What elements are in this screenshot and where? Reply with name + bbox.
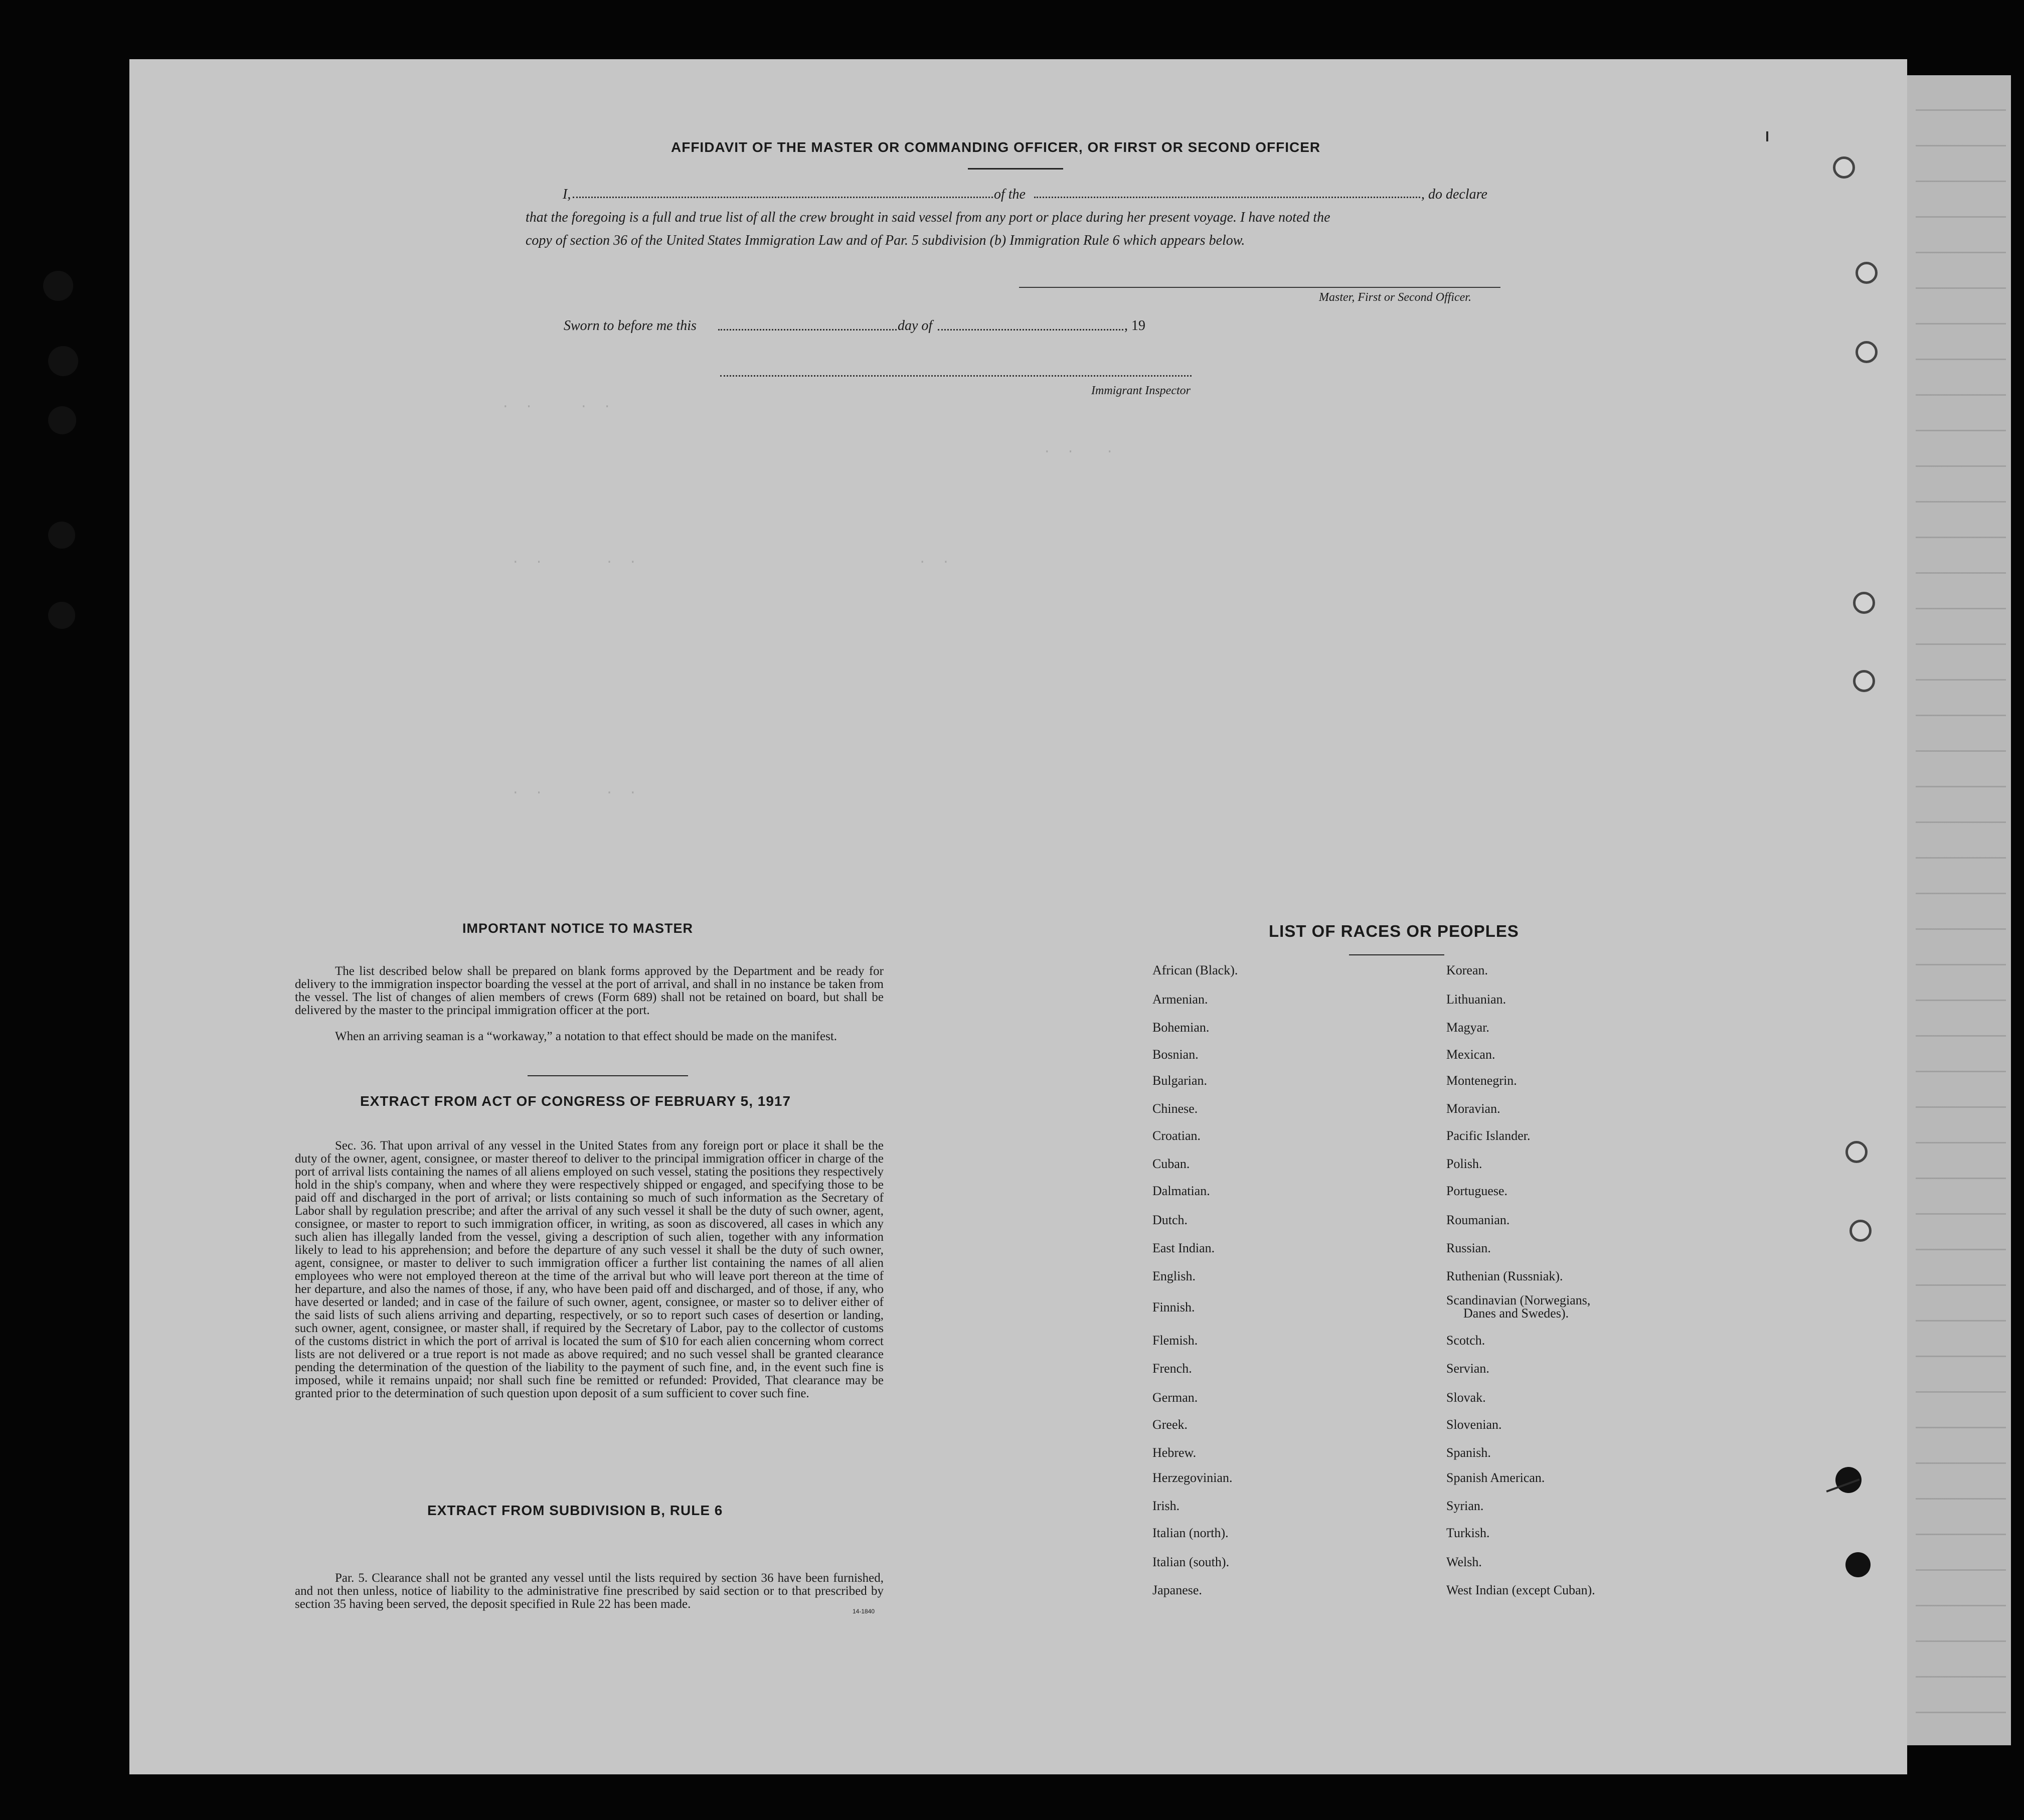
race-item: Bulgarian. — [1152, 1073, 1208, 1088]
affidavit-line1-start: I, — [563, 187, 571, 202]
race-item: Portuguese. — [1446, 1184, 1508, 1198]
race-item: Turkish. — [1446, 1526, 1490, 1540]
punch-hole — [1833, 156, 1855, 179]
race-item: Herzegovinian. — [1152, 1470, 1233, 1485]
race-item: German. — [1152, 1390, 1198, 1405]
race-item: Flemish. — [1152, 1333, 1198, 1348]
signature-caption: Master, First or Second Officer. — [1319, 291, 1471, 304]
race-item: African (Black). — [1152, 963, 1238, 977]
race-item: Lithuanian. — [1446, 992, 1506, 1007]
race-item: Spanish American. — [1446, 1470, 1545, 1485]
notice-paragraph-2: When an arriving seaman is a “workaway,” a notation to that effect should be made on the manifest. — [335, 1030, 837, 1043]
form-page — [129, 59, 1907, 1774]
year-prefix: , 19 — [1124, 318, 1145, 334]
month-blank[interactable] — [938, 329, 1123, 330]
race-item: Armenian. — [1152, 992, 1208, 1007]
race-item: Scotch. — [1446, 1333, 1485, 1348]
bleed-through-dots: . . . — [1043, 441, 1114, 456]
race-item: Magyar. — [1446, 1020, 1489, 1035]
punch-hole — [1853, 592, 1875, 614]
day-of-text: day of — [898, 318, 933, 334]
sworn-text: Sworn to before me this — [564, 318, 697, 334]
notice-title: IMPORTANT NOTICE TO MASTER — [462, 921, 693, 936]
punch-hole — [1849, 1220, 1872, 1242]
race-item: French. — [1152, 1361, 1192, 1376]
race-item: Roumanian. — [1446, 1213, 1510, 1227]
notice-paragraph-1: The list described below shall be prepared on blank forms approved by the Department and be ready for delivery to the immigration inspector boarding the vessel at the port of arrival, and shall in no instance be taken from the vessel. The list of changes of alien members of crews (Form 689) shall not be retained on board, but shall be delivered by the master to the principal immigration officer at the port. — [295, 964, 884, 1017]
signature-line[interactable] — [1019, 287, 1500, 288]
affidavit-do-declare: , do declare — [1421, 187, 1487, 202]
affidavit-of-the: of the — [994, 187, 1026, 202]
race-item: Servian. — [1446, 1361, 1489, 1376]
race-item: Cuban. — [1152, 1156, 1190, 1171]
race-item: Japanese. — [1152, 1583, 1202, 1597]
bleed-through-dots: . . . . . . — [512, 552, 950, 567]
binder-hole — [43, 271, 73, 301]
races-title: LIST OF RACES OR PEOPLES — [1269, 922, 1519, 940]
race-item: Moravian. — [1446, 1101, 1500, 1116]
race-item: West Indian (except Cuban). — [1446, 1583, 1595, 1597]
race-item: Chinese. — [1152, 1101, 1198, 1116]
affidavit-title: AFFIDAVIT OF THE MASTER OR COMMANDING OFFICER, OR FIRST OR SECOND OFFICER — [671, 139, 1321, 155]
race-item: Dalmatian. — [1152, 1184, 1210, 1198]
race-item: Pacific Islander. — [1446, 1128, 1531, 1143]
race-item-scandinavian-continued: Danes and Swedes). — [1463, 1306, 1569, 1320]
binder-hole — [48, 346, 78, 376]
rule-extract-title: EXTRACT FROM SUBDIVISION B, RULE 6 — [427, 1503, 723, 1518]
punch-hole — [1856, 262, 1878, 284]
race-item: Slovenian. — [1446, 1417, 1502, 1432]
race-item: Italian (south). — [1152, 1555, 1230, 1569]
race-item: Spanish. — [1446, 1445, 1491, 1460]
race-item: Syrian. — [1446, 1499, 1484, 1513]
race-item: Bosnian. — [1152, 1047, 1199, 1062]
section-divider — [528, 1075, 688, 1076]
bleed-through-dots: . . . . — [512, 782, 637, 797]
race-item: Slovak. — [1446, 1390, 1486, 1405]
races-title-underline — [1349, 954, 1444, 955]
name-blank[interactable] — [573, 197, 993, 198]
race-item: Mexican. — [1446, 1047, 1495, 1062]
race-item: Italian (north). — [1152, 1526, 1229, 1540]
race-item: English. — [1152, 1269, 1196, 1283]
race-item: Hebrew. — [1152, 1445, 1197, 1460]
inspector-caption: Immigrant Inspector — [1091, 384, 1191, 397]
affidavit-line3: copy of section 36 of the United States Immigration Law and of Par. 5 subdivision (b) Immigration Rule 6 which appears below. — [526, 233, 1245, 248]
binder-hole — [1845, 1552, 1871, 1577]
race-item: East Indian. — [1152, 1241, 1215, 1255]
rule-extract-text: Par. 5. Clearance shall not be granted any vessel until the lists required by section 36 have been furnished, and not then unless, notice of liability to the administrative fine prescribed by said section or to that prescribed by section 35 having been served, the deposit specified in Rule 22 has been made. — [295, 1571, 884, 1611]
binder-hole — [48, 602, 75, 629]
race-item: Greek. — [1152, 1417, 1188, 1432]
bleed-through-dots: . . . . — [501, 396, 611, 411]
inspector-signature-line[interactable] — [720, 375, 1192, 377]
binder-hole — [48, 522, 75, 549]
punch-hole — [1853, 670, 1875, 692]
race-item: Montenegrin. — [1446, 1073, 1517, 1088]
race-item: Irish. — [1152, 1499, 1180, 1513]
race-item: Ruthenian (Russniak). — [1446, 1269, 1563, 1283]
race-item: Finnish. — [1152, 1300, 1195, 1314]
race-item: Polish. — [1446, 1156, 1482, 1171]
underlying-ruled-lines — [1916, 75, 2006, 1745]
race-item: Dutch. — [1152, 1213, 1188, 1227]
race-item: Bohemian. — [1152, 1020, 1210, 1035]
punch-hole — [1856, 341, 1878, 363]
day-blank[interactable] — [718, 329, 897, 330]
affidavit-line2: that the foregoing is a full and true list of all the crew brought in said vessel from any port or place during her present voyage. I have noted the — [526, 210, 1330, 225]
race-item: Korean. — [1446, 963, 1488, 977]
act-extract-text: Sec. 36. That upon arrival of any vessel in the United States from any foreign port or place it shall be the duty of the owner, agent, consignee, or master thereof to deliver to the principal immigration officer in charge of the port of arrival lists containing the names of all aliens employed on such vessel, stating the positions they respectively hold in the ship's company, when and where they were respectively shipped or engaged, and specifying those to be paid off and discharged in the port of arrival; or lists containing so much of such information as the Secretary of Labor shall by regulation prescribe; and after the arrival of any such vessel it shall be the duty of such owner, agent, consignee, or master to report to such immigration officer, in writing, as soon as discovered, all cases in which any such alien has illegally landed from the vessel, giving a description of such alien, together with any information likely to lead to his apprehension; and before the departure of any such vessel it shall be the duty of such owner, agent, consignee, or master to deliver to such immigration officer a further list containing the names of all alien employees who were not employed thereon at the time of the arrival but who will leave port thereon at the time of her departure, and also the names of those, if any, who have been paid off and discharged, and of those, if any, who have deserted or landed; and in case of the failure of such owner, agent, consignee, or master so to deliver either of the said lists of such aliens arriving and departing, respectively, or so to report such cases of desertion or landing, such owner, agent, consignee, or master shall, if required by the Secretary of Labor, pay to the collector of customs of the customs district in which the port of arrival is located the sum of $10 for each alien concerning whom correct lists are not delivered or a true report is not made as above required; and no such vessel shall be granted clearance pending the determination of the question of the liability to the payment of such fine, and, in the event such fine is imposed, while it remains unpaid; nor shall such fine be remitted or refunded: Provided, That clearance may be granted prior to the determination of such question upon deposit of a sum sufficient to cover such fine. — [295, 1139, 884, 1400]
binder-hole — [48, 406, 76, 434]
race-item: Croatian. — [1152, 1128, 1201, 1143]
race-item: Russian. — [1446, 1241, 1491, 1255]
vessel-blank[interactable] — [1034, 197, 1420, 198]
act-extract-title: EXTRACT FROM ACT OF CONGRESS OF FEBRUARY 5, 1917 — [360, 1093, 791, 1109]
punch-hole — [1845, 1141, 1868, 1163]
pen-mark — [1766, 131, 1768, 141]
race-item: Welsh. — [1446, 1555, 1482, 1569]
form-number: 14-1840 — [853, 1608, 875, 1615]
race-item: Scandinavian (Norwegians, — [1446, 1293, 1591, 1307]
title-underline — [968, 168, 1063, 170]
